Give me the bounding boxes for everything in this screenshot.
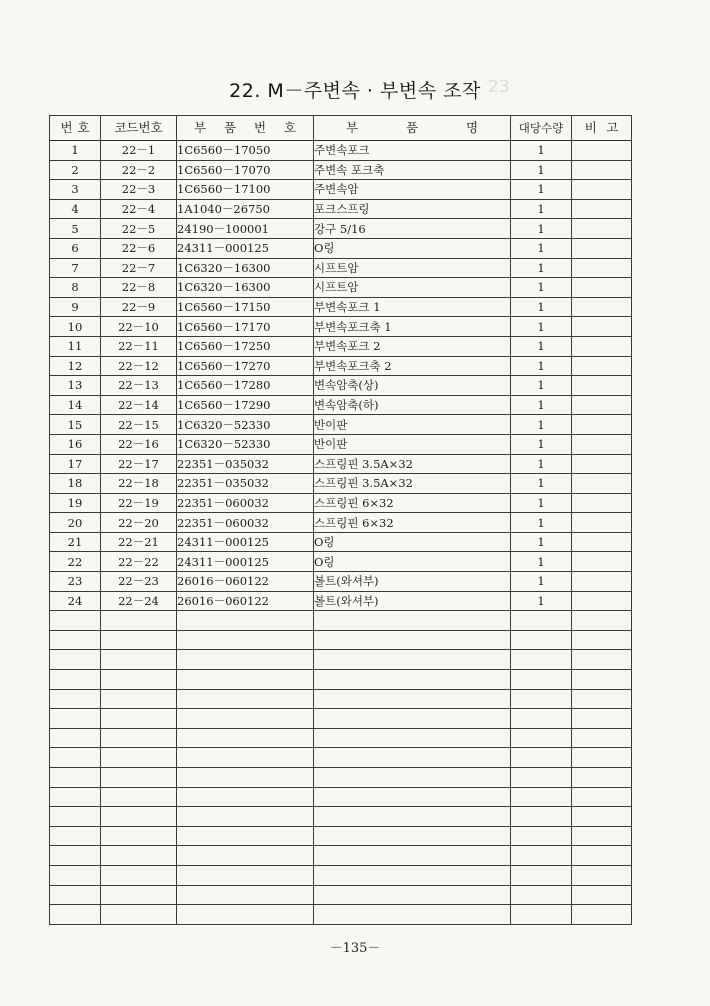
cell-qty: 1 xyxy=(511,415,572,435)
cell-no: 7 xyxy=(50,258,101,278)
cell-qty: 1 xyxy=(511,532,572,552)
empty-cell xyxy=(177,670,314,690)
empty-cell xyxy=(314,611,511,631)
cell-code: 22－2 xyxy=(101,160,177,180)
cell-note xyxy=(572,513,632,533)
empty-cell xyxy=(511,787,572,807)
empty-table-row xyxy=(50,787,632,807)
cell-part-no: 1C6560－17150 xyxy=(177,297,314,317)
table-row xyxy=(50,258,632,278)
empty-cell xyxy=(511,728,572,748)
empty-cell xyxy=(572,650,632,670)
empty-table-row xyxy=(50,670,632,690)
empty-cell xyxy=(50,885,101,905)
cell-qty: 1 xyxy=(511,376,572,396)
header-qty: 대당수량 xyxy=(511,116,572,141)
empty-cell xyxy=(314,768,511,788)
cell-code: 22－20 xyxy=(101,513,177,533)
cell-part-name: O링 xyxy=(314,238,511,258)
empty-cell xyxy=(177,905,314,925)
empty-cell xyxy=(314,787,511,807)
cell-qty: 1 xyxy=(511,258,572,278)
cell-qty: 1 xyxy=(511,513,572,533)
empty-cell xyxy=(101,728,177,748)
cell-note xyxy=(572,395,632,415)
table-row xyxy=(50,336,632,356)
page-number: －135－ xyxy=(329,941,381,956)
table-row xyxy=(50,591,632,611)
cell-code: 22－13 xyxy=(101,376,177,396)
cell-qty: 1 xyxy=(511,591,572,611)
table-row xyxy=(50,160,632,180)
empty-cell xyxy=(101,689,177,709)
cell-part-name: 주변속포크 xyxy=(314,141,511,161)
empty-cell xyxy=(511,807,572,827)
cell-part-name: 변속암축(하) xyxy=(314,395,511,415)
cell-code: 22－19 xyxy=(101,493,177,513)
cell-part-name: 시프트암 xyxy=(314,258,511,278)
table-row xyxy=(50,454,632,474)
empty-cell xyxy=(511,865,572,885)
empty-cell xyxy=(50,748,101,768)
empty-cell xyxy=(50,846,101,866)
cell-part-no: 22351－060032 xyxy=(177,513,314,533)
cell-code: 22－9 xyxy=(101,297,177,317)
empty-cell xyxy=(572,630,632,650)
empty-cell xyxy=(314,846,511,866)
cell-part-no: 1C6320－52330 xyxy=(177,434,314,454)
cell-part-name: 볼트(와셔부) xyxy=(314,591,511,611)
empty-cell xyxy=(101,807,177,827)
empty-cell xyxy=(572,670,632,690)
cell-part-name: O링 xyxy=(314,552,511,572)
empty-cell xyxy=(511,630,572,650)
empty-cell xyxy=(572,865,632,885)
cell-no: 12 xyxy=(50,356,101,376)
cell-note xyxy=(572,356,632,376)
empty-cell xyxy=(572,689,632,709)
empty-table-row xyxy=(50,611,632,631)
table-row xyxy=(50,474,632,494)
empty-cell xyxy=(101,787,177,807)
cell-qty: 1 xyxy=(511,552,572,572)
empty-cell xyxy=(511,709,572,729)
cell-part-no: 24190－100001 xyxy=(177,219,314,239)
cell-qty: 1 xyxy=(511,180,572,200)
empty-cell xyxy=(314,689,511,709)
cell-qty: 1 xyxy=(511,199,572,219)
cell-part-name: 부변속포크축 2 xyxy=(314,356,511,376)
empty-cell xyxy=(572,611,632,631)
table-row xyxy=(50,513,632,533)
empty-cell xyxy=(101,846,177,866)
empty-table-row xyxy=(50,885,632,905)
cell-part-name: 주변속 포크축 xyxy=(314,160,511,180)
cell-part-no: 1C6320－52330 xyxy=(177,415,314,435)
empty-cell xyxy=(572,748,632,768)
cell-part-no: 26016－060122 xyxy=(177,591,314,611)
empty-cell xyxy=(177,709,314,729)
cell-code: 22－21 xyxy=(101,532,177,552)
cell-no: 9 xyxy=(50,297,101,317)
page-title: 22. M－주변속 · 부변속 조작 xyxy=(229,80,481,102)
cell-part-name: 스프링핀 3.5A×32 xyxy=(314,454,511,474)
cell-note xyxy=(572,160,632,180)
empty-table-row xyxy=(50,728,632,748)
empty-cell xyxy=(511,611,572,631)
empty-cell xyxy=(177,611,314,631)
cell-no: 11 xyxy=(50,336,101,356)
empty-cell xyxy=(511,885,572,905)
cell-no: 24 xyxy=(50,591,101,611)
cell-part-name: 반이판 xyxy=(314,434,511,454)
cell-no: 4 xyxy=(50,199,101,219)
cell-code: 22－4 xyxy=(101,199,177,219)
cell-no: 20 xyxy=(50,513,101,533)
table-row xyxy=(50,317,632,337)
cell-part-name: 스프링핀 3.5A×32 xyxy=(314,474,511,494)
empty-cell xyxy=(50,630,101,650)
cell-part-name: 부변속포크축 1 xyxy=(314,317,511,337)
empty-table-row xyxy=(50,768,632,788)
empty-cell xyxy=(101,905,177,925)
cell-part-name: 강구 5/16 xyxy=(314,219,511,239)
empty-cell xyxy=(511,905,572,925)
cell-part-name: 반이판 xyxy=(314,415,511,435)
table-row xyxy=(50,434,632,454)
cell-note xyxy=(572,493,632,513)
cell-qty: 1 xyxy=(511,493,572,513)
empty-cell xyxy=(101,885,177,905)
table-row xyxy=(50,297,632,317)
cell-qty: 1 xyxy=(511,572,572,592)
cell-part-no: 1C6560－17050 xyxy=(177,141,314,161)
cell-note xyxy=(572,552,632,572)
table-row xyxy=(50,572,632,592)
empty-cell xyxy=(101,826,177,846)
empty-cell xyxy=(572,905,632,925)
empty-cell xyxy=(572,787,632,807)
cell-note xyxy=(572,180,632,200)
cell-code: 22－18 xyxy=(101,474,177,494)
cell-no: 16 xyxy=(50,434,101,454)
table-row xyxy=(50,141,632,161)
cell-part-name: O링 xyxy=(314,532,511,552)
cell-part-no: 1C6320－16300 xyxy=(177,258,314,278)
cell-no: 22 xyxy=(50,552,101,572)
empty-table-row xyxy=(50,748,632,768)
cell-qty: 1 xyxy=(511,141,572,161)
cell-no: 15 xyxy=(50,415,101,435)
cell-code: 22－23 xyxy=(101,572,177,592)
empty-cell xyxy=(177,846,314,866)
cell-note xyxy=(572,532,632,552)
cell-qty: 1 xyxy=(511,336,572,356)
empty-cell xyxy=(50,826,101,846)
table-row xyxy=(50,415,632,435)
table-row xyxy=(50,395,632,415)
cell-qty: 1 xyxy=(511,160,572,180)
empty-table-row xyxy=(50,650,632,670)
empty-cell xyxy=(177,768,314,788)
empty-table-row xyxy=(50,807,632,827)
cell-note xyxy=(572,376,632,396)
empty-cell xyxy=(314,650,511,670)
empty-table-row xyxy=(50,709,632,729)
cell-note xyxy=(572,336,632,356)
cell-qty: 1 xyxy=(511,356,572,376)
empty-cell xyxy=(511,748,572,768)
cell-part-no: 1C6560－17070 xyxy=(177,160,314,180)
table-row xyxy=(50,219,632,239)
cell-no: 14 xyxy=(50,395,101,415)
cell-part-no: 1C6560－17270 xyxy=(177,356,314,376)
table-row xyxy=(50,493,632,513)
cell-note xyxy=(572,591,632,611)
table-row xyxy=(50,238,632,258)
empty-cell xyxy=(101,611,177,631)
cell-part-name: 주변속암 xyxy=(314,180,511,200)
empty-cell xyxy=(511,670,572,690)
empty-cell xyxy=(101,670,177,690)
cell-part-name: 부변속포크 2 xyxy=(314,336,511,356)
header-part-name: 부 품 명 xyxy=(314,116,511,141)
cell-code: 22－5 xyxy=(101,219,177,239)
empty-cell xyxy=(177,728,314,748)
empty-cell xyxy=(572,728,632,748)
empty-cell xyxy=(50,807,101,827)
table-row xyxy=(50,278,632,298)
empty-cell xyxy=(314,826,511,846)
empty-cell xyxy=(50,611,101,631)
cell-code: 22－6 xyxy=(101,238,177,258)
cell-note xyxy=(572,454,632,474)
empty-cell xyxy=(177,630,314,650)
cell-part-no: 24311－000125 xyxy=(177,238,314,258)
empty-table-row xyxy=(50,865,632,885)
table-row xyxy=(50,376,632,396)
cell-no: 5 xyxy=(50,219,101,239)
cell-no: 19 xyxy=(50,493,101,513)
cell-qty: 1 xyxy=(511,317,572,337)
cell-part-no: 1C6560－17290 xyxy=(177,395,314,415)
cell-note xyxy=(572,317,632,337)
cell-note xyxy=(572,278,632,298)
cell-no: 21 xyxy=(50,532,101,552)
empty-table-row xyxy=(50,689,632,709)
empty-cell xyxy=(314,709,511,729)
empty-cell xyxy=(50,768,101,788)
empty-cell xyxy=(572,709,632,729)
cell-code: 22－10 xyxy=(101,317,177,337)
cell-part-no: 1A1040－26750 xyxy=(177,199,314,219)
cell-no: 10 xyxy=(50,317,101,337)
cell-note xyxy=(572,219,632,239)
cell-note xyxy=(572,238,632,258)
cell-qty: 1 xyxy=(511,434,572,454)
cell-code: 22－7 xyxy=(101,258,177,278)
cell-part-no: 26016－060122 xyxy=(177,572,314,592)
empty-cell xyxy=(177,689,314,709)
cell-no: 13 xyxy=(50,376,101,396)
cell-part-name: 볼트(와셔부) xyxy=(314,572,511,592)
empty-cell xyxy=(50,689,101,709)
cell-note xyxy=(572,258,632,278)
empty-cell xyxy=(572,826,632,846)
empty-cell xyxy=(572,885,632,905)
cell-qty: 1 xyxy=(511,238,572,258)
empty-cell xyxy=(177,748,314,768)
header-code: 코드번호 xyxy=(101,116,177,141)
cell-code: 22－16 xyxy=(101,434,177,454)
table-header-row xyxy=(50,116,632,141)
empty-cell xyxy=(572,768,632,788)
empty-cell xyxy=(50,728,101,748)
cell-part-name: 스프링핀 6×32 xyxy=(314,493,511,513)
cell-no: 1 xyxy=(50,141,101,161)
cell-no: 23 xyxy=(50,572,101,592)
empty-cell xyxy=(511,768,572,788)
empty-cell xyxy=(101,768,177,788)
empty-cell xyxy=(101,865,177,885)
empty-cell xyxy=(314,885,511,905)
cell-part-name: 변속암축(상) xyxy=(314,376,511,396)
table-row xyxy=(50,552,632,572)
cell-no: 2 xyxy=(50,160,101,180)
empty-cell xyxy=(177,865,314,885)
cell-note xyxy=(572,199,632,219)
empty-cell xyxy=(314,905,511,925)
empty-cell xyxy=(511,689,572,709)
cell-no: 3 xyxy=(50,180,101,200)
cell-no: 17 xyxy=(50,454,101,474)
empty-cell xyxy=(50,709,101,729)
empty-cell xyxy=(511,650,572,670)
cell-part-no: 22351－060032 xyxy=(177,493,314,513)
table-row xyxy=(50,199,632,219)
empty-cell xyxy=(177,807,314,827)
cell-part-no: 24311－000125 xyxy=(177,552,314,572)
empty-cell xyxy=(314,748,511,768)
cell-part-name: 시프트암 xyxy=(314,278,511,298)
cell-part-no: 1C6560－17170 xyxy=(177,317,314,337)
empty-cell xyxy=(50,905,101,925)
cell-note xyxy=(572,572,632,592)
empty-cell xyxy=(177,650,314,670)
cell-code: 22－1 xyxy=(101,141,177,161)
cell-code: 22－17 xyxy=(101,454,177,474)
empty-cell xyxy=(50,670,101,690)
cell-note xyxy=(572,474,632,494)
empty-cell xyxy=(314,728,511,748)
cell-qty: 1 xyxy=(511,395,572,415)
empty-table-row xyxy=(50,846,632,866)
cell-code: 22－12 xyxy=(101,356,177,376)
cell-code: 22－11 xyxy=(101,336,177,356)
cell-note xyxy=(572,141,632,161)
empty-cell xyxy=(572,846,632,866)
cell-no: 18 xyxy=(50,474,101,494)
cell-part-no: 1C6560－17100 xyxy=(177,180,314,200)
empty-cell xyxy=(50,865,101,885)
empty-cell xyxy=(101,650,177,670)
empty-table-row xyxy=(50,905,632,925)
empty-cell xyxy=(101,630,177,650)
cell-qty: 1 xyxy=(511,474,572,494)
cell-code: 22－14 xyxy=(101,395,177,415)
empty-cell xyxy=(314,865,511,885)
empty-cell xyxy=(511,846,572,866)
cell-part-no: 24311－000125 xyxy=(177,532,314,552)
cell-part-name: 스프링핀 6×32 xyxy=(314,513,511,533)
parts-table xyxy=(49,115,632,925)
empty-cell xyxy=(101,748,177,768)
cell-qty: 1 xyxy=(511,454,572,474)
cell-qty: 1 xyxy=(511,297,572,317)
cell-code: 22－24 xyxy=(101,591,177,611)
empty-cell xyxy=(511,826,572,846)
cell-part-no: 1C6560－17280 xyxy=(177,376,314,396)
empty-cell xyxy=(101,709,177,729)
cell-part-no: 1C6320－16300 xyxy=(177,278,314,298)
empty-cell xyxy=(314,670,511,690)
cell-no: 6 xyxy=(50,238,101,258)
cell-part-name: 부변속포크 1 xyxy=(314,297,511,317)
empty-cell xyxy=(50,787,101,807)
header-part-no: 부 품 번 호 xyxy=(177,116,314,141)
cell-part-name: 포크스프링 xyxy=(314,199,511,219)
faint-bleed-through-text: 23 xyxy=(488,77,510,97)
empty-cell xyxy=(177,826,314,846)
empty-cell xyxy=(572,807,632,827)
table-row xyxy=(50,180,632,200)
cell-qty: 1 xyxy=(511,278,572,298)
cell-part-no: 1C6560－17250 xyxy=(177,336,314,356)
header-note: 비 고 xyxy=(572,116,632,141)
cell-qty: 1 xyxy=(511,219,572,239)
empty-table-row xyxy=(50,826,632,846)
cell-no: 8 xyxy=(50,278,101,298)
cell-code: 22－15 xyxy=(101,415,177,435)
table-row xyxy=(50,532,632,552)
cell-code: 22－22 xyxy=(101,552,177,572)
table-body xyxy=(50,141,632,925)
empty-table-row xyxy=(50,630,632,650)
cell-code: 22－8 xyxy=(101,278,177,298)
empty-cell xyxy=(314,807,511,827)
cell-note xyxy=(572,434,632,454)
header-no: 번 호 xyxy=(50,116,101,141)
cell-note xyxy=(572,415,632,435)
empty-cell xyxy=(177,885,314,905)
cell-code: 22－3 xyxy=(101,180,177,200)
cell-note xyxy=(572,297,632,317)
empty-cell xyxy=(314,630,511,650)
cell-part-no: 22351－035032 xyxy=(177,474,314,494)
cell-part-no: 22351－035032 xyxy=(177,454,314,474)
table-row xyxy=(50,356,632,376)
empty-cell xyxy=(50,650,101,670)
empty-cell xyxy=(177,787,314,807)
